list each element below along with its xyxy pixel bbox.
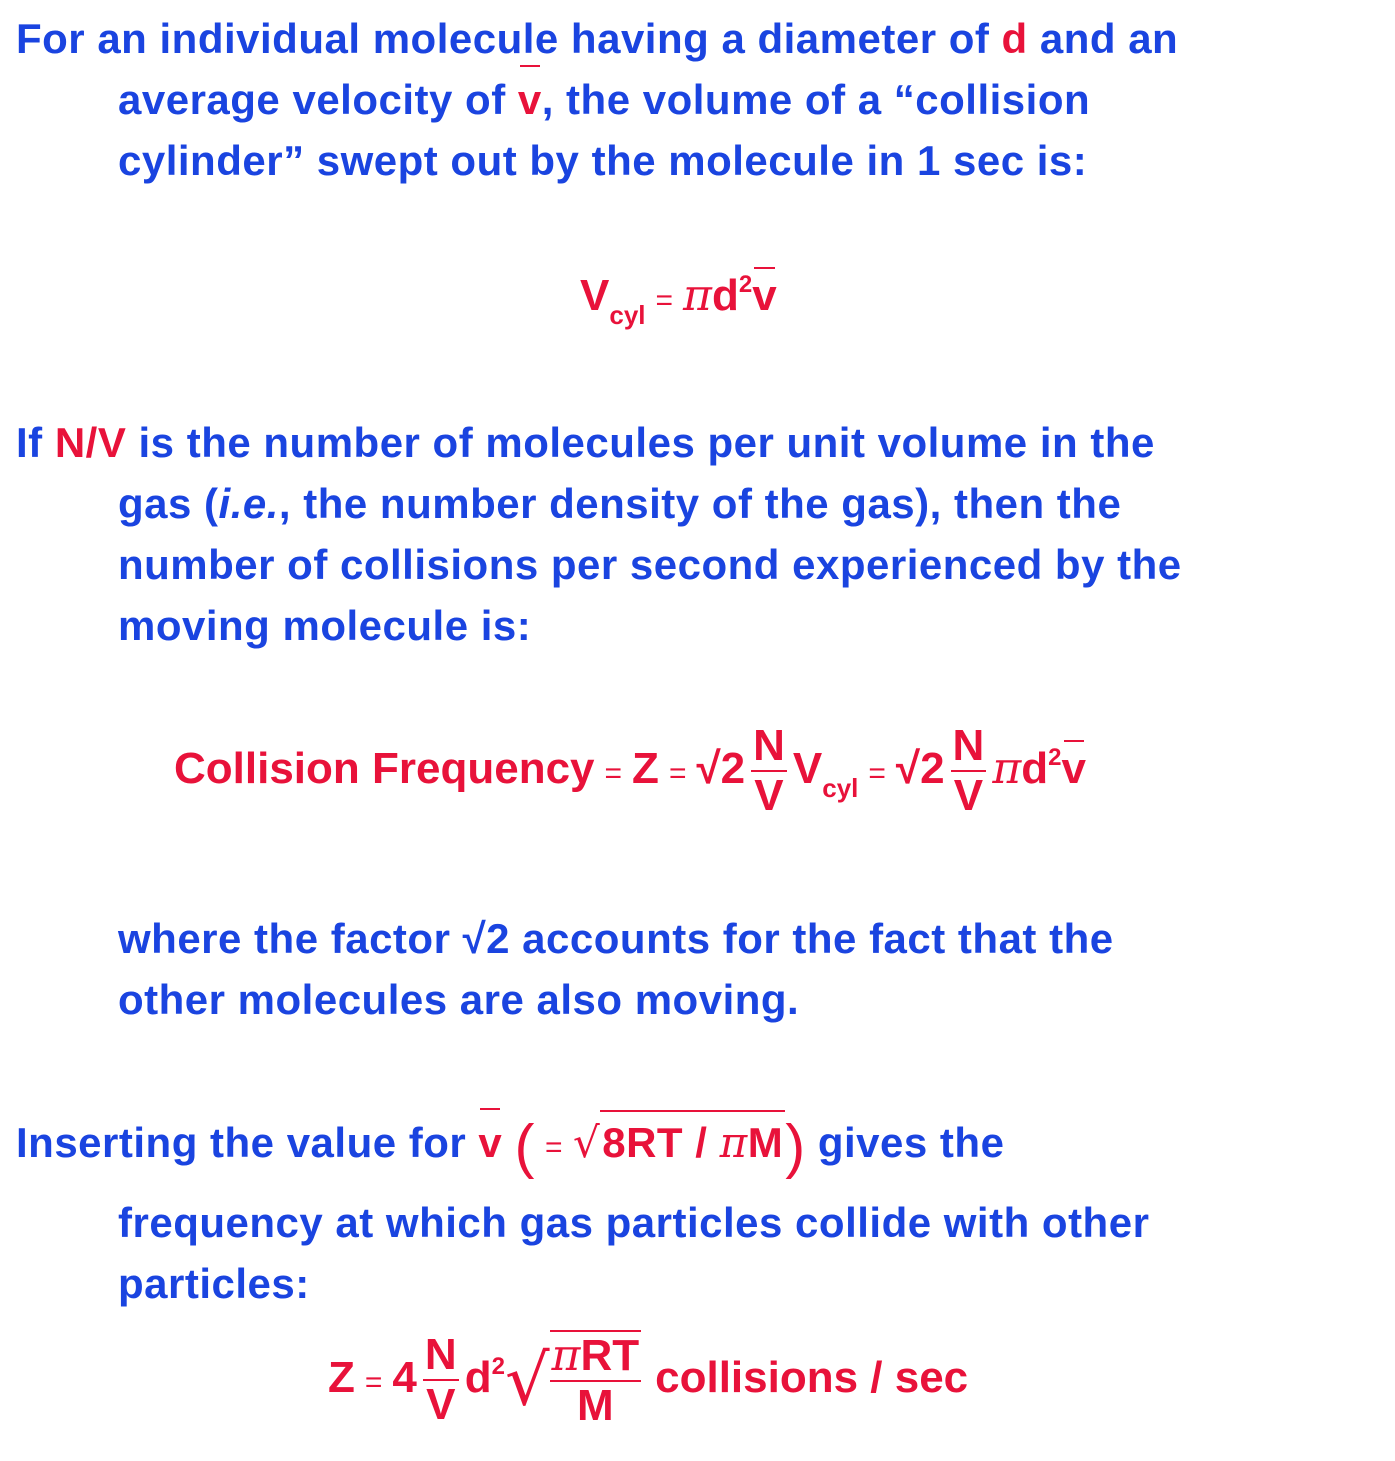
para2-line3: number of collisions per second experienced by the xyxy=(118,541,1182,588)
para2-line4: moving molecule is: xyxy=(118,602,532,649)
para2-line1: If N/V is the number of molecules per unit volume in the xyxy=(16,419,1155,466)
paragraph-number-density xyxy=(16,412,1386,656)
equation-final-z: Z = 4 $\frac{N}{V}$ $d^2√$ $\frac{\text{πRT}}{M}$ collisions / sec xyxy=(328,1330,969,1431)
para3-line1: where the factor √2 accounts for the fact that the xyxy=(118,915,1114,962)
para4-line1: Inserting the value for v ( = √8RT / πM) gives the xyxy=(16,1110,1386,1178)
symbol-nv: N/V xyxy=(54,419,127,466)
para3-line2: other molecules are also moving. xyxy=(118,976,800,1023)
paragraph-collision-cylinder xyxy=(16,8,1386,191)
equation-vcyl: $V_{cyl} = \pi d^2v$ xyxy=(580,270,777,330)
equation-collision-frequency: Collision Frequency = Z = √2 $\frac{N}{V}$ $V_{cyl} = √2$ $\frac{N}{V}$ $\pi d^2v$ xyxy=(174,721,1086,821)
para1-line3: cylinder” swept out by the molecule in 1 sec is: xyxy=(118,137,1088,184)
sqrt2-inline: √2 xyxy=(462,915,511,962)
para1-line2: average velocity of v, the volume of a “collision xyxy=(16,69,1386,130)
para4-line2: frequency at which gas particles collide with other xyxy=(118,1199,1150,1246)
symbol-d: d xyxy=(1001,15,1028,62)
para4-line3: particles: xyxy=(118,1260,310,1307)
symbol-v-bar: v xyxy=(518,69,542,130)
para1-line1: For an individual molecule having a diameter of d and an xyxy=(16,15,1179,62)
paragraph-sqrt2-factor xyxy=(16,908,1386,1030)
para2-line2: gas (i.e., the number density of the gas), then the xyxy=(118,480,1122,527)
paragraph-inserting-value xyxy=(16,1110,1386,1314)
